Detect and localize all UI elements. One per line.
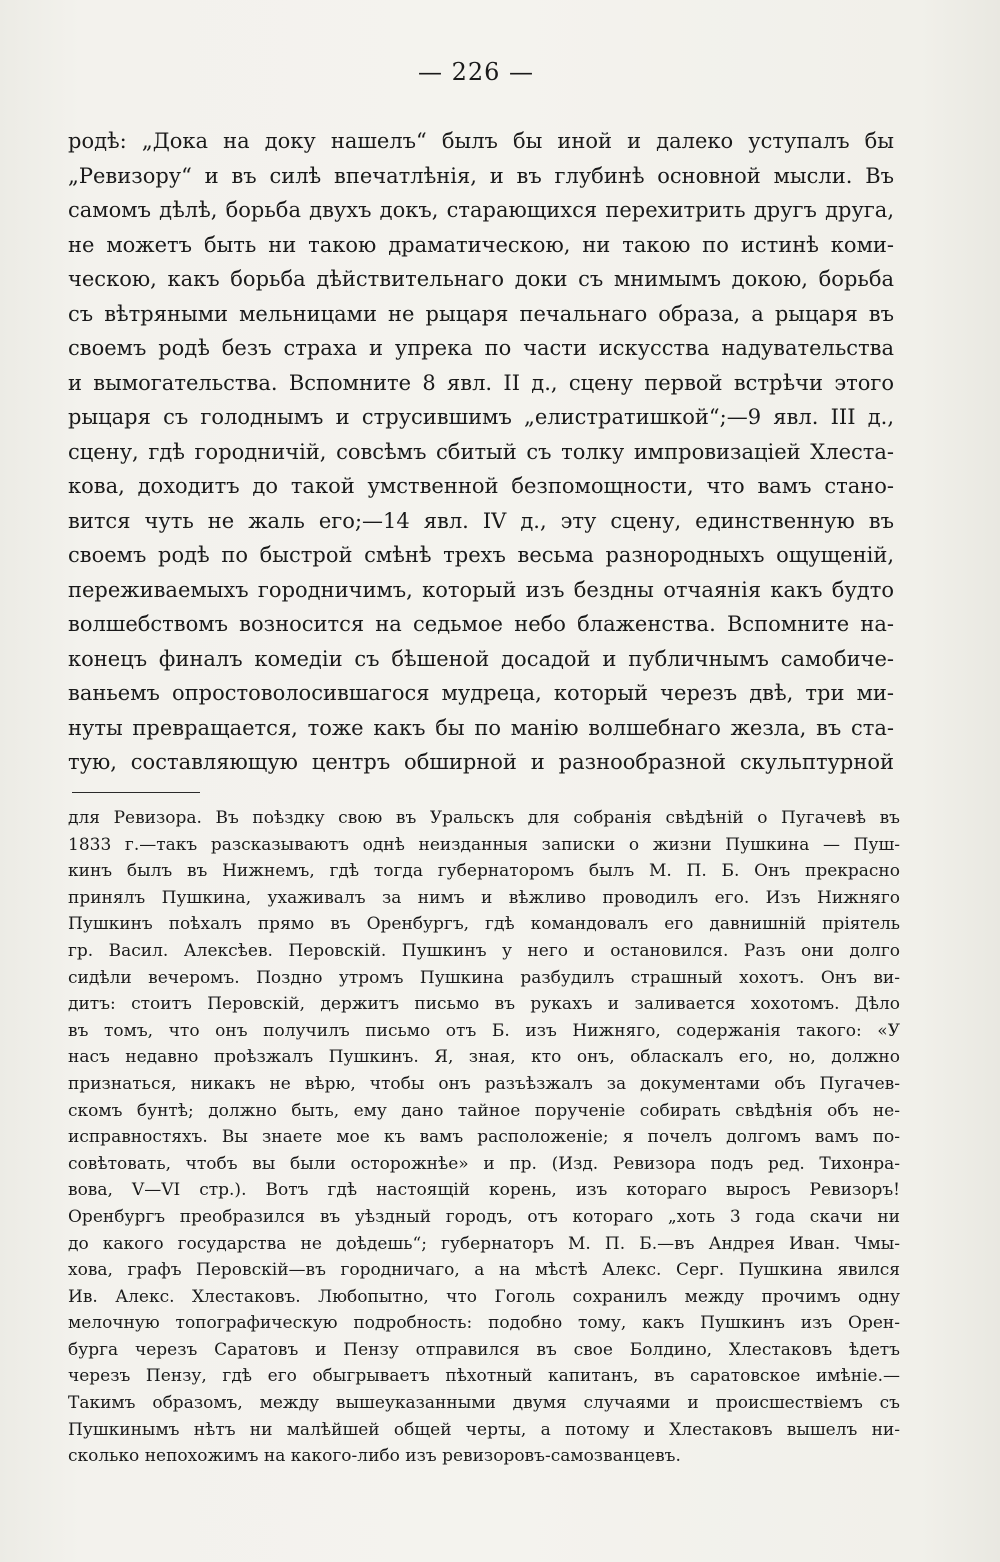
footnote-line: для Ревизора. Въ поѣздку свою въ Уральскъ для собранія свѣдѣній о Пугачевѣ въ — [68, 808, 900, 828]
footnote-line: кинъ былъ въ Нижнемъ, гдѣ тогда губернаторомъ былъ М. П. Б. Онъ прекрасно — [68, 861, 900, 882]
main-text-line: самомъ дѣлѣ, борьба двухъ докъ, старающихся перехитрить другъ друга, — [68, 198, 894, 222]
footnote-line: вова, V—VI стр.). Вотъ гдѣ настоящій корень, изъ котораго выросъ Ревизоръ! — [68, 1180, 900, 1201]
main-text-line: и вымогательства. Вспомните 8 явл. II д., сцену первой встрѣчи этого — [68, 370, 894, 395]
footnote-line: Пушкинъ поѣхалъ прямо въ Оренбургъ, гдѣ командовалъ его давнишній пріятель — [68, 914, 900, 935]
footnote-line: сидѣли вечеромъ. Поздно утромъ Пушкина разбудилъ страшный хохотъ. Онъ ви- — [68, 967, 900, 988]
footnote-line: 1833 г.—такъ разсказываютъ однѣ неизданныя записки о жизни Пушкина — Пуш- — [68, 834, 900, 855]
footnote-line: гр. Васил. Алексѣев. Перовскій. Пушкинъ у него и остановился. Разъ они долго — [68, 940, 900, 961]
main-text-line: переживаемыхъ городничимъ, который изъ бездны отчаянія какъ будто — [68, 577, 894, 602]
footnote-line: черезъ Пензу, гдѣ его обыгрываетъ пѣхотный капитанъ, въ саратовское имѣніе.— — [68, 1366, 900, 1387]
footnote-line: совѣтовать, чтобъ вы были осторожнѣе» и пр. (Изд. Ревизора подъ ред. Тихонра- — [68, 1153, 900, 1174]
main-text-line: ческою, какъ борьба дѣйствительнаго доки съ мнимымъ докою, борьба — [68, 267, 894, 291]
main-text-line: сцену, гдѣ городничій, совсѣмъ сбитый съ толку импровизаціей Хлеста- — [68, 439, 894, 464]
main-text-line: своемъ родѣ по быстрой смѣнѣ трехъ весьма разнородныхъ ощущеній, — [68, 543, 894, 567]
footnote-text — [68, 805, 900, 1470]
footnote-line: бурга черезъ Саратовъ и Пензу отправился въ свое Болдино, Хлестаковъ ѣдетъ — [68, 1339, 900, 1360]
footnote-line: скомъ бунтѣ; должно быть, ему дано тайное порученіе собирать свѣдѣнія объ не- — [68, 1100, 900, 1121]
footnote-line: принялъ Пушкина, ухаживалъ за нимъ и вѣжливо проводилъ его. Изъ Нижняго — [68, 887, 900, 908]
main-text-line: кова, доходитъ до такой умственной безпомощности, что вамъ стано- — [68, 474, 894, 498]
footnote-line: сколько непохожимъ на какого-либо изъ ревизоровъ-самозванцевъ. — [68, 1446, 681, 1467]
main-text-line: нуты превращается, тоже какъ бы по манію волшебнаго жезла, въ ста- — [68, 715, 894, 740]
footnote-line: Пушкинымъ нѣтъ ни малѣйшей общей черты, а потому и Хлестаковъ вышелъ ни- — [68, 1419, 900, 1440]
main-text-line: не можетъ быть ни такою драматическою, ни такою по истинѣ коми- — [68, 232, 894, 257]
footnote-line: въ томъ, что онъ получилъ письмо отъ Б. изъ Нижняго, содержанія такого: «У — [68, 1020, 900, 1041]
main-text-line: своемъ родѣ безъ страха и упрека по части искусства надувательства — [68, 336, 894, 360]
main-text-line: родѣ: „Дока на доку нашелъ“ былъ бы иной и далеко уступалъ бы — [68, 129, 894, 153]
footnote-line: признаться, никакъ не вѣрю, чтобы онъ разъѣзжалъ за документами объ Пугачев- — [68, 1073, 900, 1094]
main-text-line: конецъ финалъ комедіи съ бѣшеной досадой и публичнымъ самобиче- — [68, 646, 894, 671]
main-text-line: вится чуть не жаль его;—14 явл. IV д., эту сцену, единственную въ — [68, 508, 894, 533]
page-number: — 226 — — [417, 58, 535, 86]
footnote-line: до какого государства не доѣдешь“; губернаторъ М. П. Б.—въ Андрея Иван. Чмы- — [68, 1233, 900, 1254]
main-text-line: волшебствомъ возносится на седьмое небо блаженства. Вспомните на- — [68, 612, 894, 636]
footnote-divider — [72, 792, 200, 793]
main-text-line: съ вѣтряными мельницами не рыцаря печальнаго образа, а рыцаря въ — [68, 301, 894, 326]
footnote-line: Ив. Алекс. Хлестаковъ. Любопытно, что Гоголь сохранилъ между прочимъ одну — [68, 1286, 900, 1307]
main-text — [68, 124, 894, 780]
main-text-line: рыцаря съ голоднымъ и струсившимъ „елистратишкой“;—9 явл. III д., — [68, 405, 894, 429]
main-text-line: тую, составляющую центръ обширной и разнообразной скульптурной — [68, 750, 894, 774]
footnote-line: исправностяхъ. Вы знаете мое къ вамъ расположеніе; я почелъ долгомъ вамъ по- — [68, 1127, 900, 1148]
main-text-line: „Ревизору“ и въ силѣ впечатлѣнія, и въ глубинѣ основной мысли. Въ — [68, 163, 894, 188]
footnote-line: хова, графъ Перовскій—въ городничаго, а на мѣстѣ Алекс. Серг. Пушкина явился — [68, 1260, 900, 1281]
footnote-line: Оренбургъ преобразился въ уѣздный городъ, отъ котораго „хоть 3 года скачи ни — [68, 1206, 900, 1227]
footnote-line: насъ недавно проѣзжалъ Пушкинъ. Я, зная, кто онъ, обласкалъ его, но, должно — [68, 1047, 900, 1068]
footnote-line: Такимъ образомъ, между вышеуказанными двумя случаями и происшествіемъ съ — [68, 1393, 900, 1414]
footnote-line: дитъ: стоитъ Перовскій, держитъ письмо въ рукахъ и заливается хохотомъ. Дѣло — [68, 994, 900, 1015]
main-text-line: ваньемъ опростоволосившагося мудреца, который черезъ двѣ, три ми- — [68, 681, 894, 705]
footnote-line: мелочную топографическую подробность: подобно тому, какъ Пушкинъ изъ Орен- — [68, 1313, 900, 1334]
